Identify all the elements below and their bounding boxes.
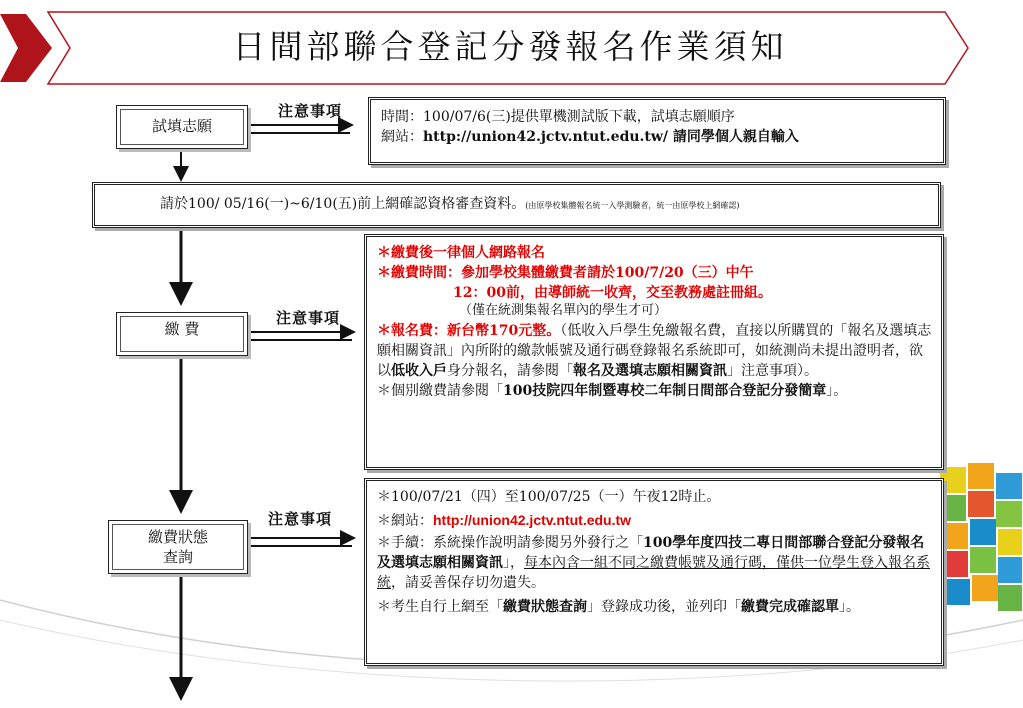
payment-scope-note: （僅在統測集報名單內的學生才可）	[459, 303, 668, 318]
status-website-link[interactable]: http://union42.jctv.ntut.edu.tw	[433, 512, 632, 528]
page-title: 日間部聯合登記分發報名作業須知	[232, 27, 788, 66]
note-box-trial	[368, 97, 946, 165]
step-payment-status	[108, 520, 248, 574]
print-text: 」。	[839, 599, 860, 615]
payment-rule-1: ＊繳費後一律個人網路報名	[377, 245, 545, 261]
note-label: 注意事項	[278, 102, 343, 120]
step-label: 查詢	[162, 548, 193, 566]
step-label: 繳 費	[164, 320, 200, 338]
confirm-data-bar	[92, 182, 941, 228]
procedure-paragraph	[377, 533, 932, 593]
procedure-text: ，請妥善保存切勿遺失。	[391, 575, 545, 591]
fee-text: 低收入戶	[391, 363, 447, 379]
procedure-text: 」，	[503, 555, 524, 571]
note-box-status	[364, 478, 944, 666]
step-fill-preferences	[116, 105, 248, 149]
trial-instruction: 請同學個人親自輸入	[668, 129, 799, 145]
payment-deadline: 12：00前，由導師統一收齊，交至教務處註冊組。	[453, 285, 772, 301]
note-label: 注意事項	[276, 309, 341, 327]
fee-paragraph	[377, 321, 932, 381]
individual-payment	[377, 381, 932, 401]
account-note: 每本內含一組不同之繳費帳號及通行碼，僅供一位學生登入報名系統	[377, 555, 930, 591]
fee-amount: ＊報名費：新台幣170元整。	[377, 323, 561, 339]
confirm-main-text: 請於100/ 05/16(一)~6/10(五)前上網確認資格審查資料。	[160, 196, 526, 212]
individual-text: ＊個別繳費請參閱「	[377, 383, 503, 399]
website-prefix: ＊網站：	[377, 513, 433, 529]
print-text: 」登錄成功後，並列印「	[587, 599, 741, 615]
status-period: ＊100/07/21（四）至100/07/25（一）午夜12時止。	[377, 489, 721, 505]
fee-text: 」注意事項）。	[727, 363, 818, 379]
note-label: 注意事項	[268, 510, 333, 528]
note-box-payment	[364, 234, 944, 470]
trial-time-text: 時間：100/07/6(三)提供單機測試版下載，試填志願順序	[381, 109, 735, 125]
fee-text: 報名及選填志願相關資訊	[573, 363, 727, 379]
step-payment	[116, 312, 248, 356]
individual-text: 」。	[826, 383, 848, 399]
step-label: 試填志願	[151, 117, 212, 135]
fee-text: 身分報名，請參閱「	[447, 363, 573, 379]
confirm-note-text: (由原學校集體報名統一入學測驗者，統一由原學校上網確認)	[525, 201, 740, 210]
print-paragraph	[377, 597, 932, 617]
print-text: ＊考生自行上網至「	[377, 599, 503, 615]
brochure-title: 100技院四年制暨專校二年制日間部合登記分發簡章	[503, 383, 827, 399]
procedure-text: ＊手續：系統操作說明請參閱另外發行之「	[377, 535, 643, 551]
fee-text: （低收入戶學生免繳報名費，直接以所購買的「報名及選填志願相關資訊」內所附的繳款帳號及通行碼登錄報名系統即可，如統測尚未提出證明者，欲以	[377, 323, 932, 379]
status-query-name: 繳費狀態查詢	[503, 599, 587, 615]
status-website-line	[377, 510, 932, 531]
step-label: 繳費狀態	[147, 528, 208, 546]
confirmation-slip-name: 繳費完成確認單	[741, 599, 839, 615]
info-booklet-title: 100學年度四技二專日間部聯合登記分發報名及選填志願相關資訊	[377, 535, 925, 571]
website-prefix: 網站：	[381, 129, 423, 145]
payment-time: ＊繳費時間：參加學校集體繳費者請於100/7/20（三）中午	[377, 265, 754, 281]
trial-website-link[interactable]: http://union42.jctv.ntut.edu.tw/	[423, 129, 669, 145]
trial-website-line	[381, 127, 799, 147]
